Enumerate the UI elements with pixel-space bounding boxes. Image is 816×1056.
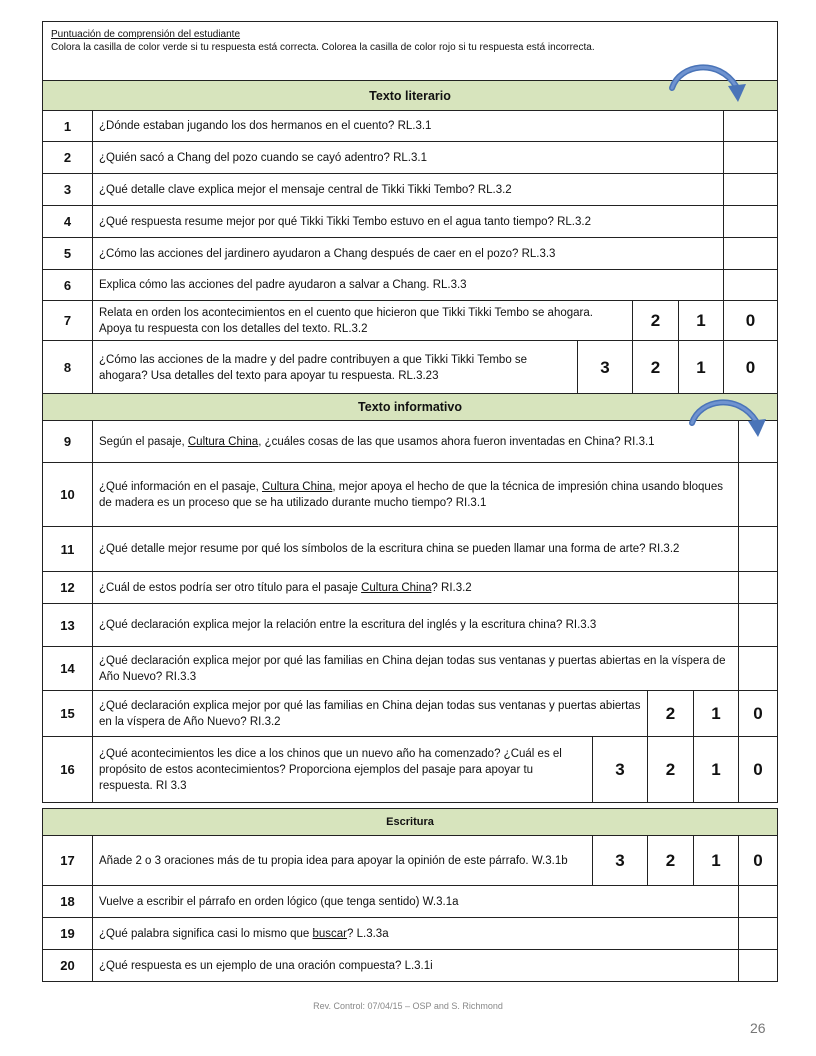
question-number: 17 [43, 836, 93, 886]
question-text: ¿Qué declaración explica mejor la relación entre la escritura del inglés y la escritura china? RI.3.3 [93, 604, 739, 647]
question-number: 9 [43, 421, 93, 463]
question-number: 15 [43, 691, 93, 737]
question-number: 13 [43, 604, 93, 647]
table-row [43, 270, 778, 301]
question-number: 2 [43, 142, 93, 174]
question-text: ¿Dónde estaban jugando los dos hermanos en el cuento? RL.3.1 [93, 111, 724, 142]
page-number: 26 [750, 1020, 766, 1036]
question-text: Explica cómo las acciones del padre ayudaron a salvar a Chang. RL.3.3 [93, 270, 724, 301]
section-header-escritura: Escritura [43, 809, 778, 836]
table-row [43, 463, 778, 527]
answer-box[interactable] [739, 604, 778, 647]
answer-box[interactable] [739, 886, 778, 918]
table-row [43, 950, 778, 982]
table-row [43, 886, 778, 918]
question-text: ¿Cómo las acciones del jardinero ayudaron a Chang después de caer en el pozo? RL.3.3 [93, 238, 724, 270]
writing-section [42, 808, 777, 982]
curved-arrow-icon [686, 395, 766, 445]
score-1[interactable]: 1 [694, 691, 739, 737]
question-number: 10 [43, 463, 93, 527]
question-text: ¿Qué detalle mejor resume por qué los símbolos de la escritura china se pueden llamar una forma de arte? RI.3.2 [93, 527, 739, 572]
question-text: Vuelve a escribir el párrafo en orden lógico (que tenga sentido) W.3.1a [93, 886, 739, 918]
score-3[interactable]: 3 [593, 737, 648, 803]
question-number: 16 [43, 737, 93, 803]
score-0[interactable]: 0 [724, 301, 778, 341]
answer-box[interactable] [724, 111, 778, 142]
revision-footer: Rev. Control: 07/04/15 – OSP and S. Richmond [313, 1001, 503, 1011]
instructions-text: Colora la casilla de color verde si tu respuesta está correcta. Colorea la casilla de color rojo si tu respuesta está incorrecta. [51, 42, 595, 53]
question-text: ¿Qué información en el pasaje, Cultura China, mejor apoya el hecho de que la técnica de impresión china usando bloques de madera es un proceso que se ha utilizado durante mucho tiempo? RI.3.1 [93, 463, 739, 527]
table-row [43, 647, 778, 691]
score-2[interactable]: 2 [633, 301, 679, 341]
table-row [43, 341, 778, 395]
curved-arrow-icon [666, 60, 746, 110]
score-0[interactable]: 0 [739, 691, 778, 737]
table-row [43, 111, 778, 142]
answer-box[interactable] [724, 174, 778, 206]
score-1[interactable]: 1 [694, 836, 739, 886]
answer-box[interactable] [739, 572, 778, 604]
score-1[interactable]: 1 [679, 341, 724, 395]
score-0[interactable]: 0 [724, 341, 778, 395]
answer-box[interactable] [739, 527, 778, 572]
question-text: ¿Qué acontecimientos les dice a los chinos que un nuevo año ha comenzado? ¿Cuál es el propósito de estos acontecimientos? Proporciona ejemplos del pasaje para apoyar tu respuesta. RI 3.3 [93, 737, 593, 803]
score-2[interactable]: 2 [633, 341, 679, 395]
score-1[interactable]: 1 [679, 301, 724, 341]
question-text: ¿Qué detalle clave explica mejor el mensaje central de Tikki Tikki Tembo? RL.3.2 [93, 174, 724, 206]
table-row [43, 206, 778, 238]
answer-box[interactable] [724, 270, 778, 301]
question-number: 12 [43, 572, 93, 604]
question-text: ¿Cómo las acciones de la madre y del padre contribuyen a que Tikki Tikki Tembo se ahogara? Usa detalles del texto para apoyar tu respuesta. RL.3.23 [93, 341, 578, 395]
table-row [43, 604, 778, 647]
question-text: ¿Cuál de estos podría ser otro título para el pasaje Cultura China? RI.3.2 [93, 572, 739, 604]
score-0[interactable]: 0 [739, 836, 778, 886]
table-row [43, 836, 778, 886]
question-text: Relata en orden los acontecimientos en el cuento que hicieron que Tikki Tikki Tembo se ahogara. Apoya tu respuesta con los detalles del texto. RL.3.2 [93, 301, 633, 341]
table-row [43, 142, 778, 174]
score-2[interactable]: 2 [648, 737, 694, 803]
question-number: 20 [43, 950, 93, 982]
question-number: 1 [43, 111, 93, 142]
score-1[interactable]: 1 [694, 737, 739, 803]
table-row [43, 238, 778, 270]
answer-box[interactable] [739, 950, 778, 982]
table-row [43, 421, 778, 463]
answer-box[interactable] [724, 206, 778, 238]
question-number: 18 [43, 886, 93, 918]
question-number: 8 [43, 341, 93, 395]
answer-box[interactable] [739, 463, 778, 527]
question-text: ¿Qué declaración explica mejor por qué las familias en China dejan todas sus ventanas y puertas abiertas en la víspera de Año Nuevo? RI.3.2 [93, 691, 648, 737]
section-header-literario: Texto literario [43, 81, 778, 111]
table-row [43, 691, 778, 737]
instructions-title: Puntuación de comprensión del estudiante [51, 29, 241, 40]
question-number: 3 [43, 174, 93, 206]
question-number: 11 [43, 527, 93, 572]
table-row [43, 301, 778, 341]
question-text: Según el pasaje, Cultura China, ¿cuáles cosas de las que usamos ahora fueron inventadas en China? RI.3.1 [93, 421, 739, 463]
question-number: 14 [43, 647, 93, 691]
table-row [43, 737, 778, 803]
score-0[interactable]: 0 [739, 737, 778, 803]
score-2[interactable]: 2 [648, 836, 694, 886]
question-number: 6 [43, 270, 93, 301]
question-number: 7 [43, 301, 93, 341]
answer-box[interactable] [739, 918, 778, 950]
table-row [43, 527, 778, 572]
table-row [43, 918, 778, 950]
table-row [43, 174, 778, 206]
score-3[interactable]: 3 [593, 836, 648, 886]
score-2[interactable]: 2 [648, 691, 694, 737]
table-row [43, 572, 778, 604]
answer-box[interactable] [739, 647, 778, 691]
answer-box[interactable] [724, 238, 778, 270]
informative-section [42, 393, 777, 803]
question-text: ¿Quién sacó a Chang del pozo cuando se cayó adentro? RL.3.1 [93, 142, 724, 174]
question-text: ¿Qué respuesta es un ejemplo de una oración compuesta? L.3.1i [93, 950, 739, 982]
question-text: ¿Qué respuesta resume mejor por qué Tikki Tikki Tembo estuvo en el agua tanto tiempo? RL.3.2 [93, 206, 724, 238]
score-3[interactable]: 3 [578, 341, 633, 395]
question-number: 5 [43, 238, 93, 270]
question-number: 19 [43, 918, 93, 950]
answer-box[interactable] [724, 142, 778, 174]
question-number: 4 [43, 206, 93, 238]
question-text: ¿Qué palabra significa casi lo mismo que buscar? L.3.3a [93, 918, 739, 950]
question-text: ¿Qué declaración explica mejor por qué las familias en China dejan todas sus ventanas y puertas abiertas en la víspera de Año Nuevo? RI.3.3 [93, 647, 739, 691]
question-text: Añade 2 o 3 oraciones más de tu propia idea para apoyar la opinión de este párrafo. W.3.1b [93, 836, 593, 886]
section-header-informativo: Texto informativo [43, 394, 778, 421]
